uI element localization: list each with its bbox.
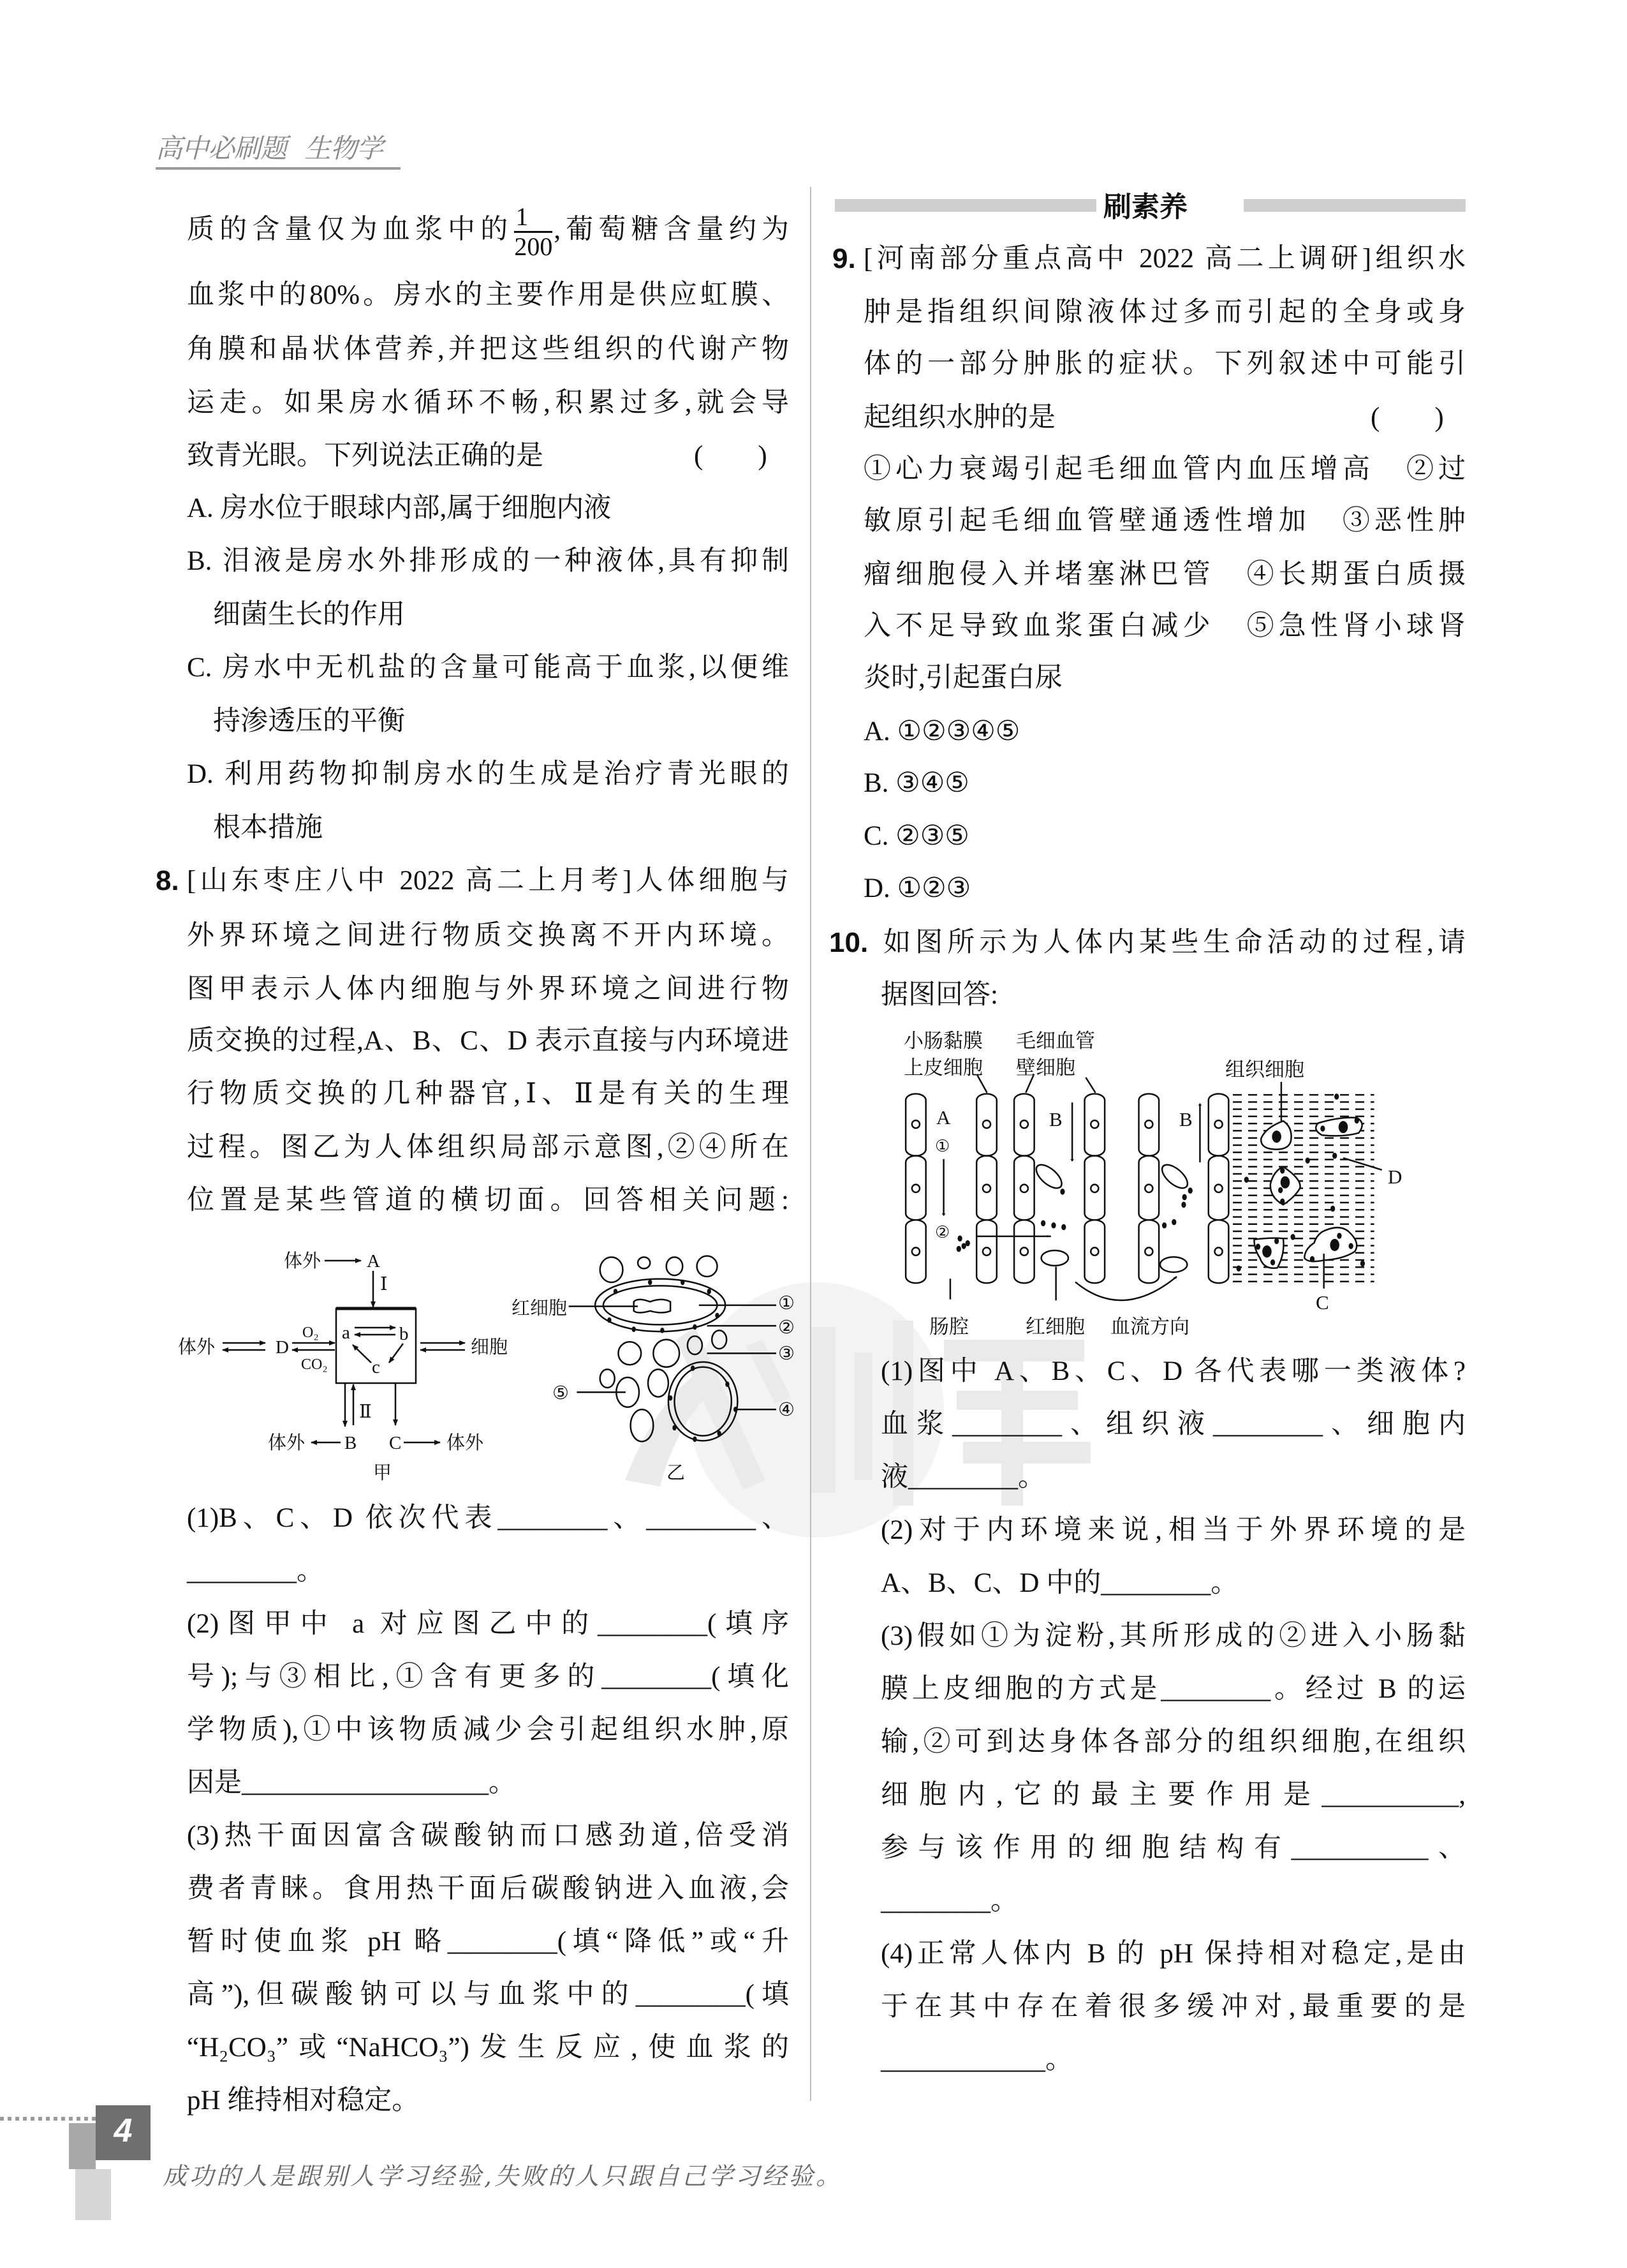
text-line: [河南部分重点高中 2022 高二上调研]组织水 (864, 244, 1466, 274)
figure-jia (223, 1261, 465, 1442)
footer-dots (0, 2117, 96, 2121)
sub-question-2: (2)图甲中 a 对应图乙中的________(填序 (187, 1609, 789, 1639)
option-d-cont: 根本措施 (213, 813, 323, 843)
page-number: 4 (96, 2105, 151, 2160)
footer-motto: 成功的人是跟别人学习经验,失败的人只跟自己学习经验。 (163, 2162, 843, 2190)
question-number-9: 9. (832, 243, 856, 274)
text-line: 角膜和晶状体营养,并把这些组织的代谢产物 (187, 334, 789, 364)
option-a: A. ①②③④⑤ (864, 716, 1020, 746)
sub-question-1: (1)图中 A、B、C、D 各代表哪一类液体? (881, 1356, 1466, 1386)
option-c: C. ②③⑤ (864, 821, 969, 851)
text-line: 炎时,引起蛋白尿 (864, 663, 1063, 693)
section-bar-left (835, 199, 1096, 212)
text-line: 体的一部分肿胀的症状。下列叙述中可能引 (864, 349, 1466, 379)
text-line: pH 维持相对稳定。 (187, 2086, 420, 2116)
fraction-numerator: 1 (514, 203, 552, 233)
text-line: 瘤细胞侵入并堵塞淋巴管 ④长期蛋白质摄 (864, 560, 1466, 589)
label-intestinal-lumen: 肠腔 (929, 1316, 969, 1338)
label-outside: 体外 (284, 1251, 321, 1271)
label-1: ① (935, 1137, 950, 1155)
label-b: b (399, 1324, 409, 1344)
sub-question-1: (1)B、C、D 依次代表________、________、 (187, 1503, 789, 1533)
text-line: 液________。 (881, 1462, 1045, 1492)
label-1: ① (778, 1293, 795, 1314)
label-capillary-2: 壁细胞 (1016, 1056, 1075, 1079)
text-line: 细胞内,它的最主要作用是__________, (881, 1780, 1466, 1810)
label-capillary-1: 毛细血管 (1016, 1030, 1095, 1052)
text-line: 肿是指组织间隙液体过多而引起的全身或身 (864, 297, 1466, 327)
text-line: 位置是某些管道的横切面。回答相关问题: (187, 1185, 789, 1215)
label-d: D (1388, 1166, 1402, 1188)
text-line: 运走。如果房水循环不畅,积累过多,就会导 (187, 388, 789, 418)
option-c-cont: 持渗透压的平衡 (213, 706, 405, 736)
column-divider (810, 187, 811, 2101)
label-co2: CO₂ (301, 1356, 328, 1373)
fraction (514, 203, 552, 261)
label-cell: 细胞 (471, 1337, 508, 1358)
footer-decor-block (75, 2169, 111, 2220)
label-outside: 体外 (446, 1433, 484, 1453)
text-line: 膜上皮细胞的方式是________。经过 B 的运 (881, 1674, 1466, 1704)
figure-q10 (844, 1014, 1451, 1341)
text-line: 据图回答: (881, 980, 998, 1010)
option-b: B. 泪液是房水外排形成的一种液体,具有抑制 (187, 546, 789, 576)
text-line: 高”),但碳酸钠可以与血浆中的________(填 (187, 1980, 789, 2010)
label-outside: 体外 (268, 1433, 306, 1453)
fraction-denominator: 200 (514, 232, 553, 261)
answer-bracket: ( ) (694, 441, 767, 471)
label-process-i: Ⅰ (380, 1274, 388, 1294)
text-line: ①心力衰竭引起毛细血管内血压增高 ②过 (864, 454, 1466, 484)
text-line: ________。 (881, 1886, 1018, 1916)
label-a: a (342, 1323, 350, 1343)
option-b: B. ③④⑤ (864, 768, 969, 798)
option-a: A. 房水位于眼球内部,属于细胞内液 (187, 493, 612, 523)
text-line: ____________。 (881, 2045, 1073, 2075)
label-a: A (936, 1106, 951, 1129)
book-title: 高中必刷题 (156, 133, 287, 164)
text: 质的含量仅为血浆中的 (187, 214, 513, 245)
caption-jia: 甲 (373, 1463, 392, 1483)
text: ,葡萄糖含量约为 (554, 214, 790, 245)
text-line: 入不足导致血浆蛋白减少 ⑤急性肾小球肾 (864, 611, 1466, 641)
label-blood-flow: 血流方向 (1110, 1316, 1189, 1338)
text-line: 图甲表示人体内细胞与外界环境之间进行物 (187, 974, 789, 1004)
footer-decor-block (69, 2123, 96, 2169)
label-2: ② (778, 1317, 795, 1338)
label-b-organ: B (344, 1433, 357, 1453)
text-line: A、B、C、D 中的________。 (881, 1568, 1239, 1598)
text-line: 血浆中的80%。房水的主要作用是供应虹膜、 (187, 280, 789, 310)
sub-question-2: (2)对于内环境来说,相当于外界环境的是 (881, 1515, 1466, 1545)
label-o2: O₂ (302, 1324, 319, 1341)
label-c-organ: C (389, 1433, 402, 1453)
sub-question-4: (4)正常人体内 B 的 pH 保持相对稳定,是由 (881, 1939, 1466, 1969)
text-line: 质交换的过程,A、B、C、D 表示直接与内环境进 (187, 1026, 789, 1056)
answer-bracket: ( ) (1371, 403, 1444, 433)
label-outside: 体外 (178, 1337, 216, 1358)
text-line: 暂时使血浆 pH 略________(填“降低”或“升 (187, 1927, 789, 1957)
running-header (156, 128, 401, 170)
label-tissue-cell: 组织细胞 (1225, 1058, 1304, 1081)
label-c: c (372, 1357, 380, 1377)
text-line: [山东枣庄八中 2022 高二上月考]人体细胞与 (187, 866, 789, 896)
label-process-ii: Ⅱ (359, 1402, 372, 1422)
text-line: 输,②可到达身体各部分的组织细胞,在组织 (881, 1727, 1466, 1757)
text-line: ________。 (187, 1556, 324, 1586)
text-line: 参与该作用的细胞结构有__________、 (881, 1833, 1466, 1863)
text-line: 费者青睐。食用热干面后碳酸钠进入血液,会 (187, 1874, 789, 1904)
text-line: 于在其中存在着很多缓冲对,最重要的是 (881, 1992, 1466, 2022)
text-line: 敏原引起毛细血管壁通透性增加 ③恶性肿 (864, 506, 1466, 536)
text-line: “H₂CO₃”或“NaHCO₃”)发生反应,使血浆的 (187, 2033, 789, 2063)
option-c: C. 房水中无机盐的含量可能高于血浆,以便维 (187, 653, 789, 683)
sub-question-3: (3)热干面因富含碳酸钠而口感劲道,倍受消 (187, 1821, 789, 1851)
section-bar-right (1244, 199, 1466, 212)
text-line: 行物质交换的几种器官,Ⅰ、Ⅱ是有关的生理 (187, 1079, 789, 1109)
label-d-organ: D (276, 1337, 289, 1358)
option-d: D. ①②③ (864, 873, 971, 903)
label-b: B (1179, 1108, 1193, 1130)
section-title: 刷素养 (1103, 191, 1188, 223)
text-line: 起组织水肿的是 (864, 403, 1056, 433)
text-line: 血浆________、组织液________、细胞内 (881, 1409, 1466, 1439)
label-red-blood-cell: 红细胞 (512, 1298, 568, 1319)
label-intestinal-epithelium-2: 上皮细胞 (904, 1056, 983, 1079)
caption-yi: 乙 (666, 1463, 686, 1483)
text-line: 过程。图乙为人体组织局部示意图,②④所在 (187, 1132, 789, 1162)
text-line: 号);与③相比,①含有更多的________(填化 (187, 1662, 789, 1692)
text-line: 如图所示为人体内某些生命活动的过程,请 (883, 928, 1466, 958)
option-d: D. 利用药物抑制房水的生成是治疗青光眼的 (187, 759, 789, 789)
option-b-cont: 细菌生长的作用 (213, 600, 405, 630)
label-b: B (1049, 1108, 1063, 1130)
text-line: 致青光眼。下列说法正确的是 (187, 441, 543, 471)
label-c: C (1316, 1291, 1329, 1314)
sub-question-3: (3)假如①为淀粉,其所形成的②进入小肠黏 (881, 1621, 1466, 1651)
question-number-10: 10. (829, 927, 869, 958)
label-4: ④ (778, 1400, 795, 1420)
label-red-blood-cell: 红细胞 (1026, 1316, 1085, 1338)
figure-jia-yi (166, 1226, 804, 1487)
label-2: ② (935, 1223, 950, 1241)
text-line: 因是__________________。 (187, 1768, 516, 1798)
figure-yi (569, 1256, 776, 1442)
text-line: 学物质),①中该物质减少会引起组织水肿,原 (187, 1715, 789, 1745)
label-5: ⑤ (552, 1383, 569, 1404)
label-a-organ: A (367, 1251, 380, 1271)
text-line: 外界环境之间进行物质交换离不开内环境。 (187, 921, 789, 951)
label-intestinal-epithelium-1: 小肠黏膜 (904, 1030, 983, 1052)
question-number-8: 8. (156, 865, 179, 896)
subject-title: 生物学 (304, 133, 383, 164)
q7-stem-line (187, 202, 790, 261)
label-3: ③ (778, 1344, 795, 1364)
